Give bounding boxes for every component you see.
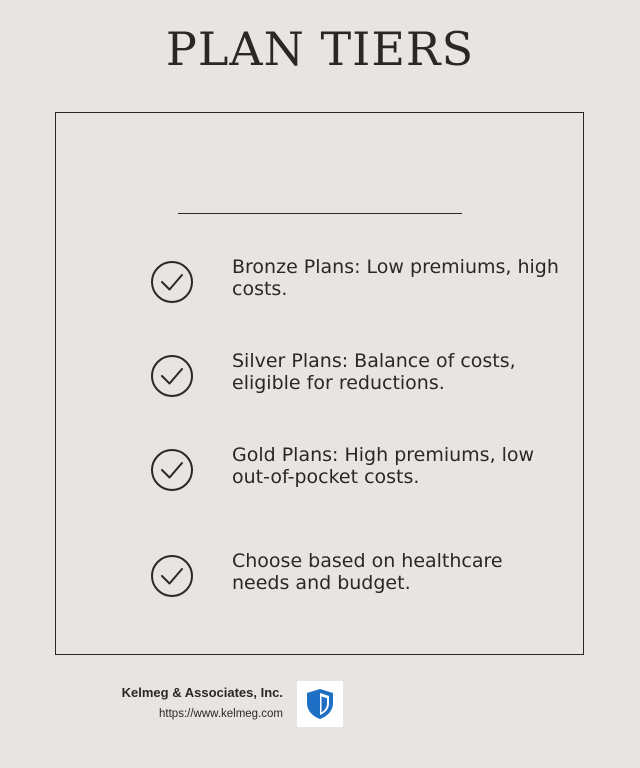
company-name: Kelmeg & Associates, Inc.: [121, 685, 283, 700]
check-circle-icon: [150, 448, 194, 492]
list-item: [150, 444, 570, 494]
list-item: [150, 550, 570, 600]
list-item: [150, 256, 570, 306]
check-circle-icon: [150, 260, 194, 304]
list-item-text: Gold Plans: High premiums, low out-of-pocket costs.: [232, 444, 535, 488]
list-item-text: Choose based on healthcare needs and budget.: [232, 550, 503, 594]
check-circle-icon: [150, 554, 194, 598]
page-title: PLAN TIERS: [165, 22, 475, 76]
company-logo: [297, 681, 343, 727]
check-circle-icon: [150, 354, 194, 398]
list-item-text: Silver Plans: Balance of costs, eligible for reductions.: [232, 350, 516, 394]
divider: [178, 213, 462, 214]
list-item: [150, 350, 570, 400]
list-item-text: Bronze Plans: Low premiums, high costs.: [232, 256, 559, 300]
shield-icon: [306, 688, 334, 720]
company-url[interactable]: https://www.kelmeg.com: [159, 708, 283, 720]
